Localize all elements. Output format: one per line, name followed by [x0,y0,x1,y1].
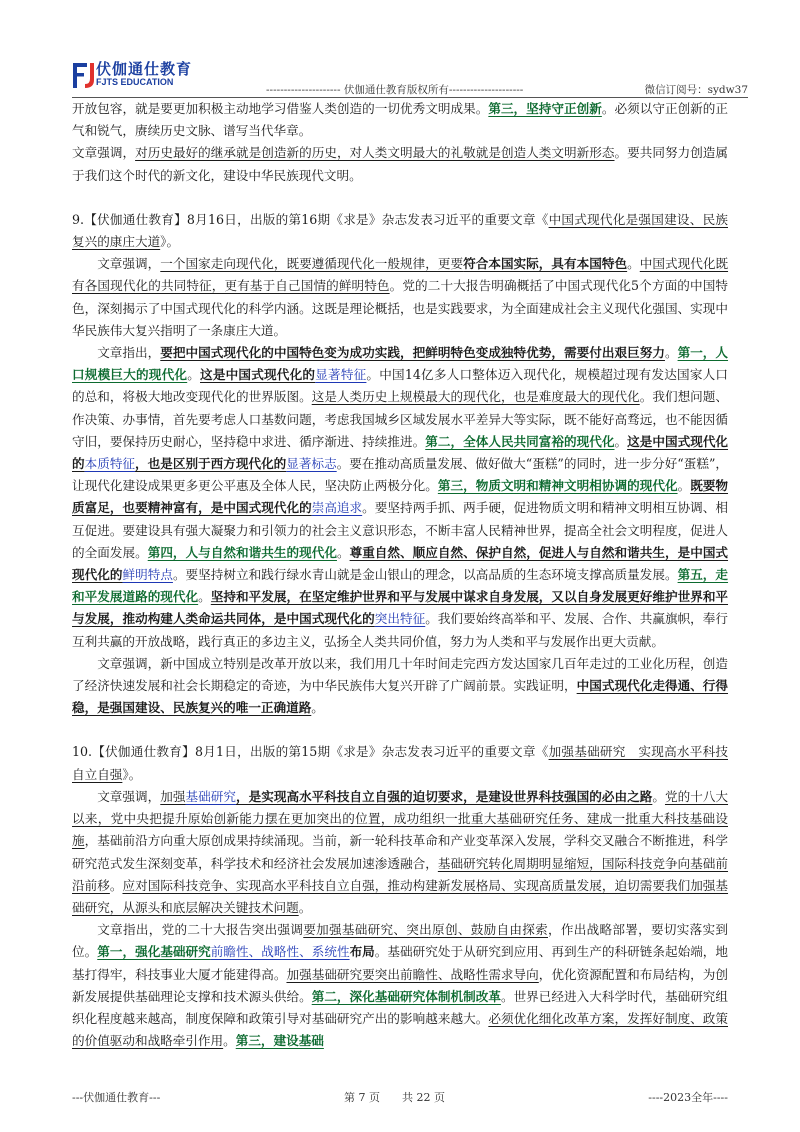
point-heading: 第三，坚持守正创新 [488,101,602,116]
item-9-para-b: 文章指出，要把中国式现代化的中国特色变为成功实践，把鲜明特色变成独特优势，需要付出艰巨努力。第一，人口规模巨大的现代化。这是中国式现代化的显著特征。中国14亿多人口整体迈入现代化，规模超过现有发达国家人口的总和，将极大地改变现代化的世界版图。这是人类历史上规模最大的现代化，也是难度最大的现代化。我们想问题、作决策、办事情，首先要考虑人口基数问题，考虑我国城乡区域发展水平差异大等实际，既不能好高骛远，也不能因循守旧，要保持历史耐心，坚持稳中求进、循序渐进、持续推进。第二，全体人民共同富裕的现代化。这是中国式现代化的本质特征，也是区别于西方现代化的显著标志。要在推动高质量发展、做好做大“蛋糕”的同时，进一步分好“蛋糕”，让现代化建设成果更多更公平惠及全体人民，坚决防止两极分化。第三，物质文明和精神文明相协调的现代化。既要物质富足，也要精神富有，是中国式现代化的崇高追求。要坚持两手抓、两手硬，促进物质文明和精神文明相互协调、相互促进。要建设具有强大凝聚力和引领力的社会主义意识形态，不断丰富人民精神世界，提高全社会文明程度，促进人的全面发展。第四，人与自然和谐共生的现代化。尊重自然、顺应自然、保护自然，促进人与自然和谐共生，是中国式现代化的鲜明特点。要坚持树立和践行绿水青山就是金山银山的理念，以高品质的生态环境支撑高质量发展。第五，走和平发展道路的现代化。坚持和平发展，在坚定维护世界和平与发展中谋求自身发展，又以自身发展更好维护世界和平与发展，推动构建人类命运共同体，是中国式现代化的突出特征。我们要始终高举和平、发展、合作、共赢旗帜，奉行互利共赢的开放战略，践行真正的多边主义，弘扬全人类共同价值，努力为人类和平与发展作出更大贡献。 [72,345,729,649]
point-heading: 第一，人口规模巨大的现代化 [72,345,729,383]
point-heading: 第一，强化基础研究 [97,944,211,960]
page-footer [72,1089,728,1109]
brand-logo [72,58,202,92]
page-number: 第 7 页 共 22 页 [344,1091,445,1104]
header-wechat: 微信订阅号：sydw37 [644,84,748,96]
article-title-link: 加强基础研究 实现高水平科技自立自强 [72,744,728,782]
paragraph-heritage: 文章强调，对历史最好的继承就是创造新的历史，对人类文明最大的礼敬就是创造人类文明新形态。要共同努力创造属于我们这个时代的新文化，建设中华民族现代文明。 [72,145,729,183]
point-heading: 第五，走和平发展道路的现代化 [72,567,729,605]
page-header [72,58,748,98]
footer-brand: ---伏伽通仕教育--- [72,1091,161,1104]
point-heading: 第三，物质文明和精神文明相协调的现代化 [437,478,678,494]
point-heading: 第二，深化基础研究体制机制改革 [311,988,501,1004]
paragraph-continuation: 开放包容，就是要更加积极主动地学习借鉴人类创造的一切优秀文明成果。第三，坚持守正创新。必须以守正创新的正气和锐气，赓续历史文脉、谱写当代华章。 [72,101,729,139]
point-heading: 第二，全体人民共同富裕的现代化 [425,433,615,449]
point-heading: 第四，人与自然和谐共生的现代化 [147,544,337,560]
header-copyright: --------------------- 伏伽通仕教育版权所有--------------------- [266,84,524,96]
point-heading: 第三，建设基础 [235,1033,324,1049]
fj-logo-icon [72,60,96,90]
item-10-para-a: 文章强调，加强基础研究，是实现高水平科技自立自强的迫切要求，是建设世界科技强国的必由之路。党的十八大以来，党中央把提升原始创新能力摆在更加突出的位置，成功组织一批重大基础研究任务、建成一批重大科技基础设施，基础前沿方向重大原创成果持续涌现。当前，新一轮科技革命和产业变革深入发展，学科交叉融合不断推进，科学研究范式发生深刻变革，科学技术和经济社会发展加速渗透融合，基础研究转化周期明显缩短，国际科技竞争向基础前沿前移。应对国际科技竞争、实现高水平科技自立自强，推动构建新发展格局、实现高质量发展，迫切需要我们加强基础研究，从源头和底层解决关键技术问题。 [72,788,729,915]
article-title-link: 中国式现代化是强国建设、民族复兴的康庄大道 [72,211,728,250]
footer-year: ----2023全年---- [648,1091,728,1104]
item-10-title: 10.【伏伽通仕教育】8月1日，出版的第15期《求是》杂志发表习近平的重要文章《加强基础研究 实现高水平科技自立自强》。 [72,744,728,782]
logo-cn-text: 伏伽通仕教育 [96,60,193,78]
document-body [72,98,728,1052]
logo-en-text: FJTS EDUCATION [96,77,174,87]
item-9-para-c: 文章强调，新中国成立特别是改革开放以来，我们用几十年时间走完西方发达国家几百年走过的工业化历程，创造了经济快速发展和社会长期稳定的奇迹，为中华民族伟大复兴开辟了广阔前景。实践证明，中国式现代化走得通、行得稳，是强国建设、民族复兴的唯一正确道路。 [72,655,729,716]
item-10-para-b: 文章指出，党的二十大报告突出强调要加强基础研究、突出原创、鼓励自由探索，作出战略部署，要切实落实到位。第一，强化基础研究前瞻性、战略性、系统性布局。基础研究处于从研究到应用、再到生产的科研链条起始端，地基打得牢，科技事业大厦才能建得高。加强基础研究要突出前瞻性、战略性需求导向，优化资源配置和布局结构，为创新发展提供基础理论支撑和技术源头供给。第二，深化基础研究体制机制改革。世界已经进入大科学时代，基础研究组织化程度越来越高，制度保障和政策引导对基础研究产出的影响越来越大。必须优化细化改革方案，发挥好制度、政策的价值驱动和战略牵引作用。第三，建设基础 [72,922,729,1049]
item-9-para-a: 文章强调，一个国家走向现代化，既要遵循现代化一般规律，更要符合本国实际，具有本国特色。中国式现代化既有各国现代化的共同特征，更有基于自己国情的鲜明特色。党的二十大报告明确概括了中国式现代化5个方面的中国特色，深刻揭示了中国式现代化的科学内涵。这既是理论概括，也是实践要求，为全面建成社会主义现代化强国、实现中华民族伟大复兴指明了一条康庄大道。 [72,256,729,338]
item-9-title: 9.【伏伽通仕教育】8月16日，出版的第16期《求是》杂志发表习近平的重要文章《中国式现代化是强国建设、民族复兴的康庄大道》。 [72,211,728,250]
